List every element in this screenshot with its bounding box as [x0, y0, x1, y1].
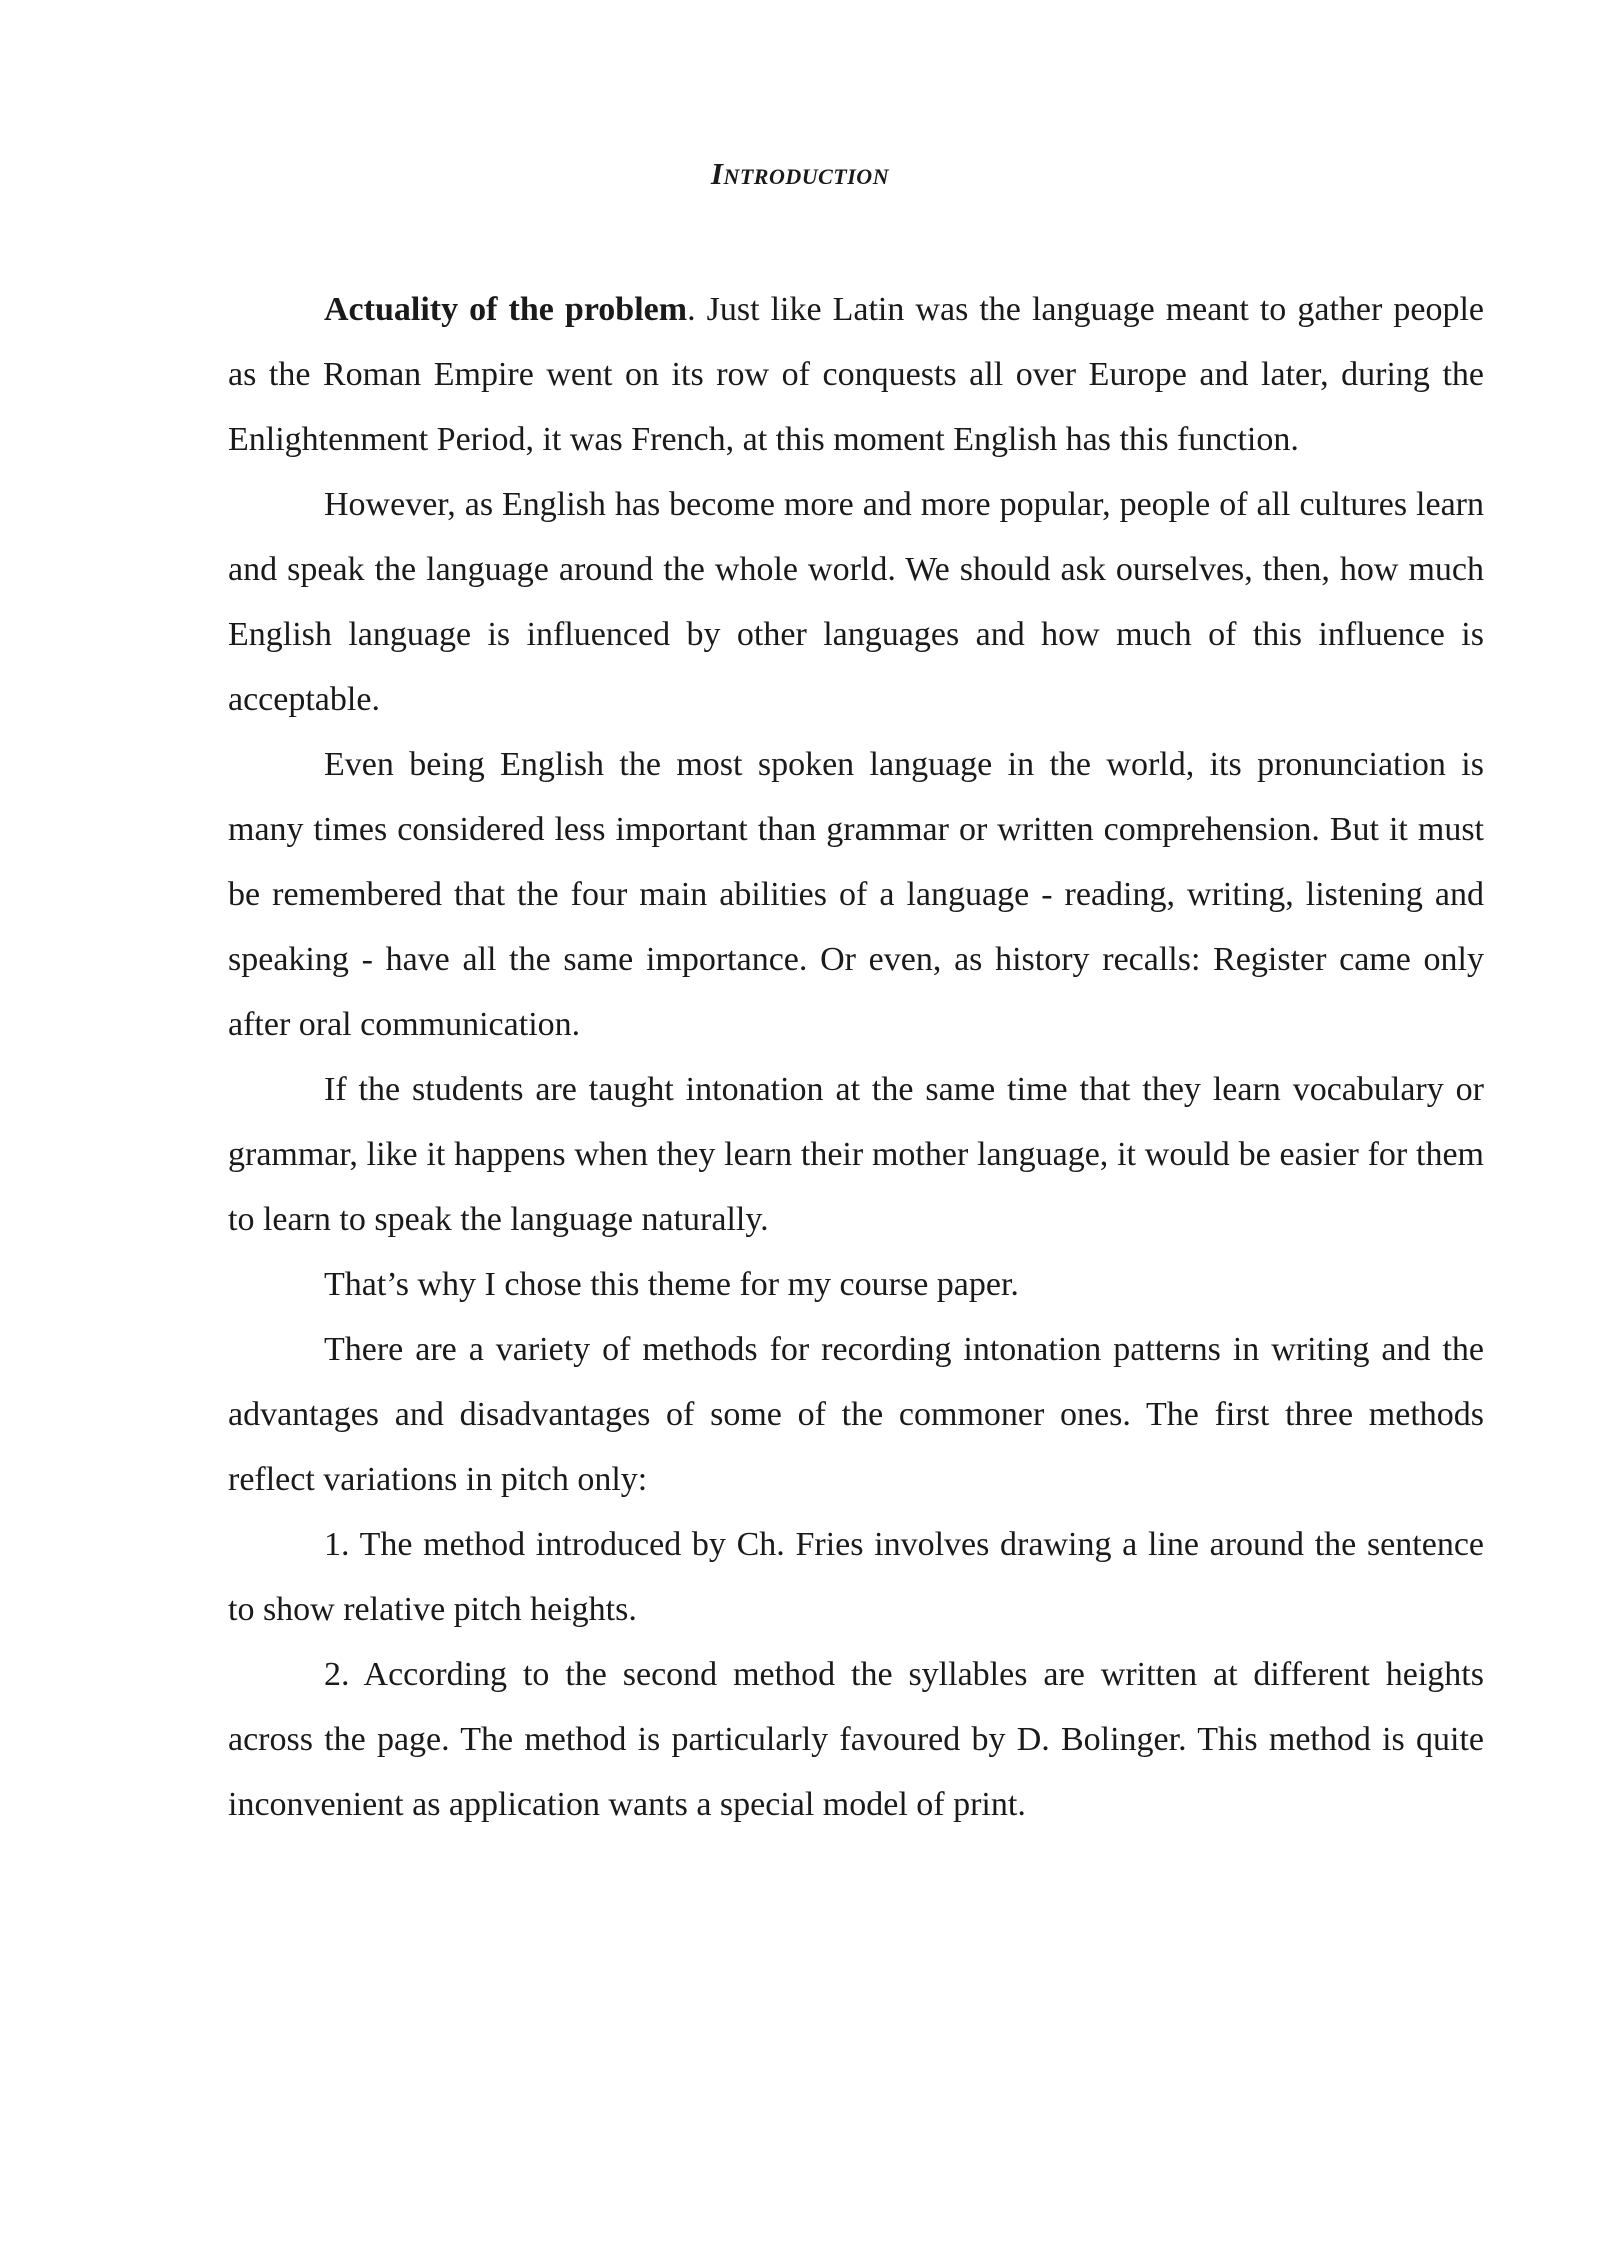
paragraph: If the students are taught intonation at the same time that they learn vocabulary or grammar, like it happens when they learn their mother language, it would be easier for them to learn to speak the language naturally.: [228, 1071, 1484, 1238]
document-body: [228, 277, 1484, 1837]
list-item-method-2: 2. According to the second method the syllables are written at different heights across the page. The method is particularly favoured by D. Bolinger. This method is quite inconvenient as application wants a special model of print.: [228, 1656, 1484, 1823]
paragraph-actuality: [228, 277, 1484, 472]
page-heading: Introduction: [710, 156, 890, 191]
paragraph-text: . Just like Latin was the language meant to gather people as the Roman Empire went on its row of conquests all over Europe and later, during the Enlightenment Period, it was French, at this moment English has this function.: [228, 291, 1485, 458]
paragraph: Even being English the most spoken language in the world, its pronunciation is many times considered less important than grammar or written comprehension. But it must be remembered that the four main abilities of a language - reading, writing, listening and speaking - have all the same importance. Or even, as history recalls: Register came only after oral communication.: [228, 746, 1484, 1043]
paragraph-lead: Actuality of the problem: [324, 291, 688, 328]
paragraph: However, as English has become more and more popular, people of all cultures learn and speak the language around the whole world. We should ask ourselves, then, how much English language is influenced by other languages and how much of this influence is acceptable.: [228, 486, 1484, 718]
list-item-method-1: 1. The method introduced by Ch. Fries involves drawing a line around the sentence to show relative pitch heights.: [228, 1526, 1484, 1628]
paragraph: There are a variety of methods for recording intonation patterns in writing and the advantages and disadvantages of some of the commoner ones. The first three methods reflect variations in pitch only:: [228, 1331, 1484, 1498]
paragraph: That’s why I chose this theme for my course paper.: [324, 1266, 1019, 1303]
